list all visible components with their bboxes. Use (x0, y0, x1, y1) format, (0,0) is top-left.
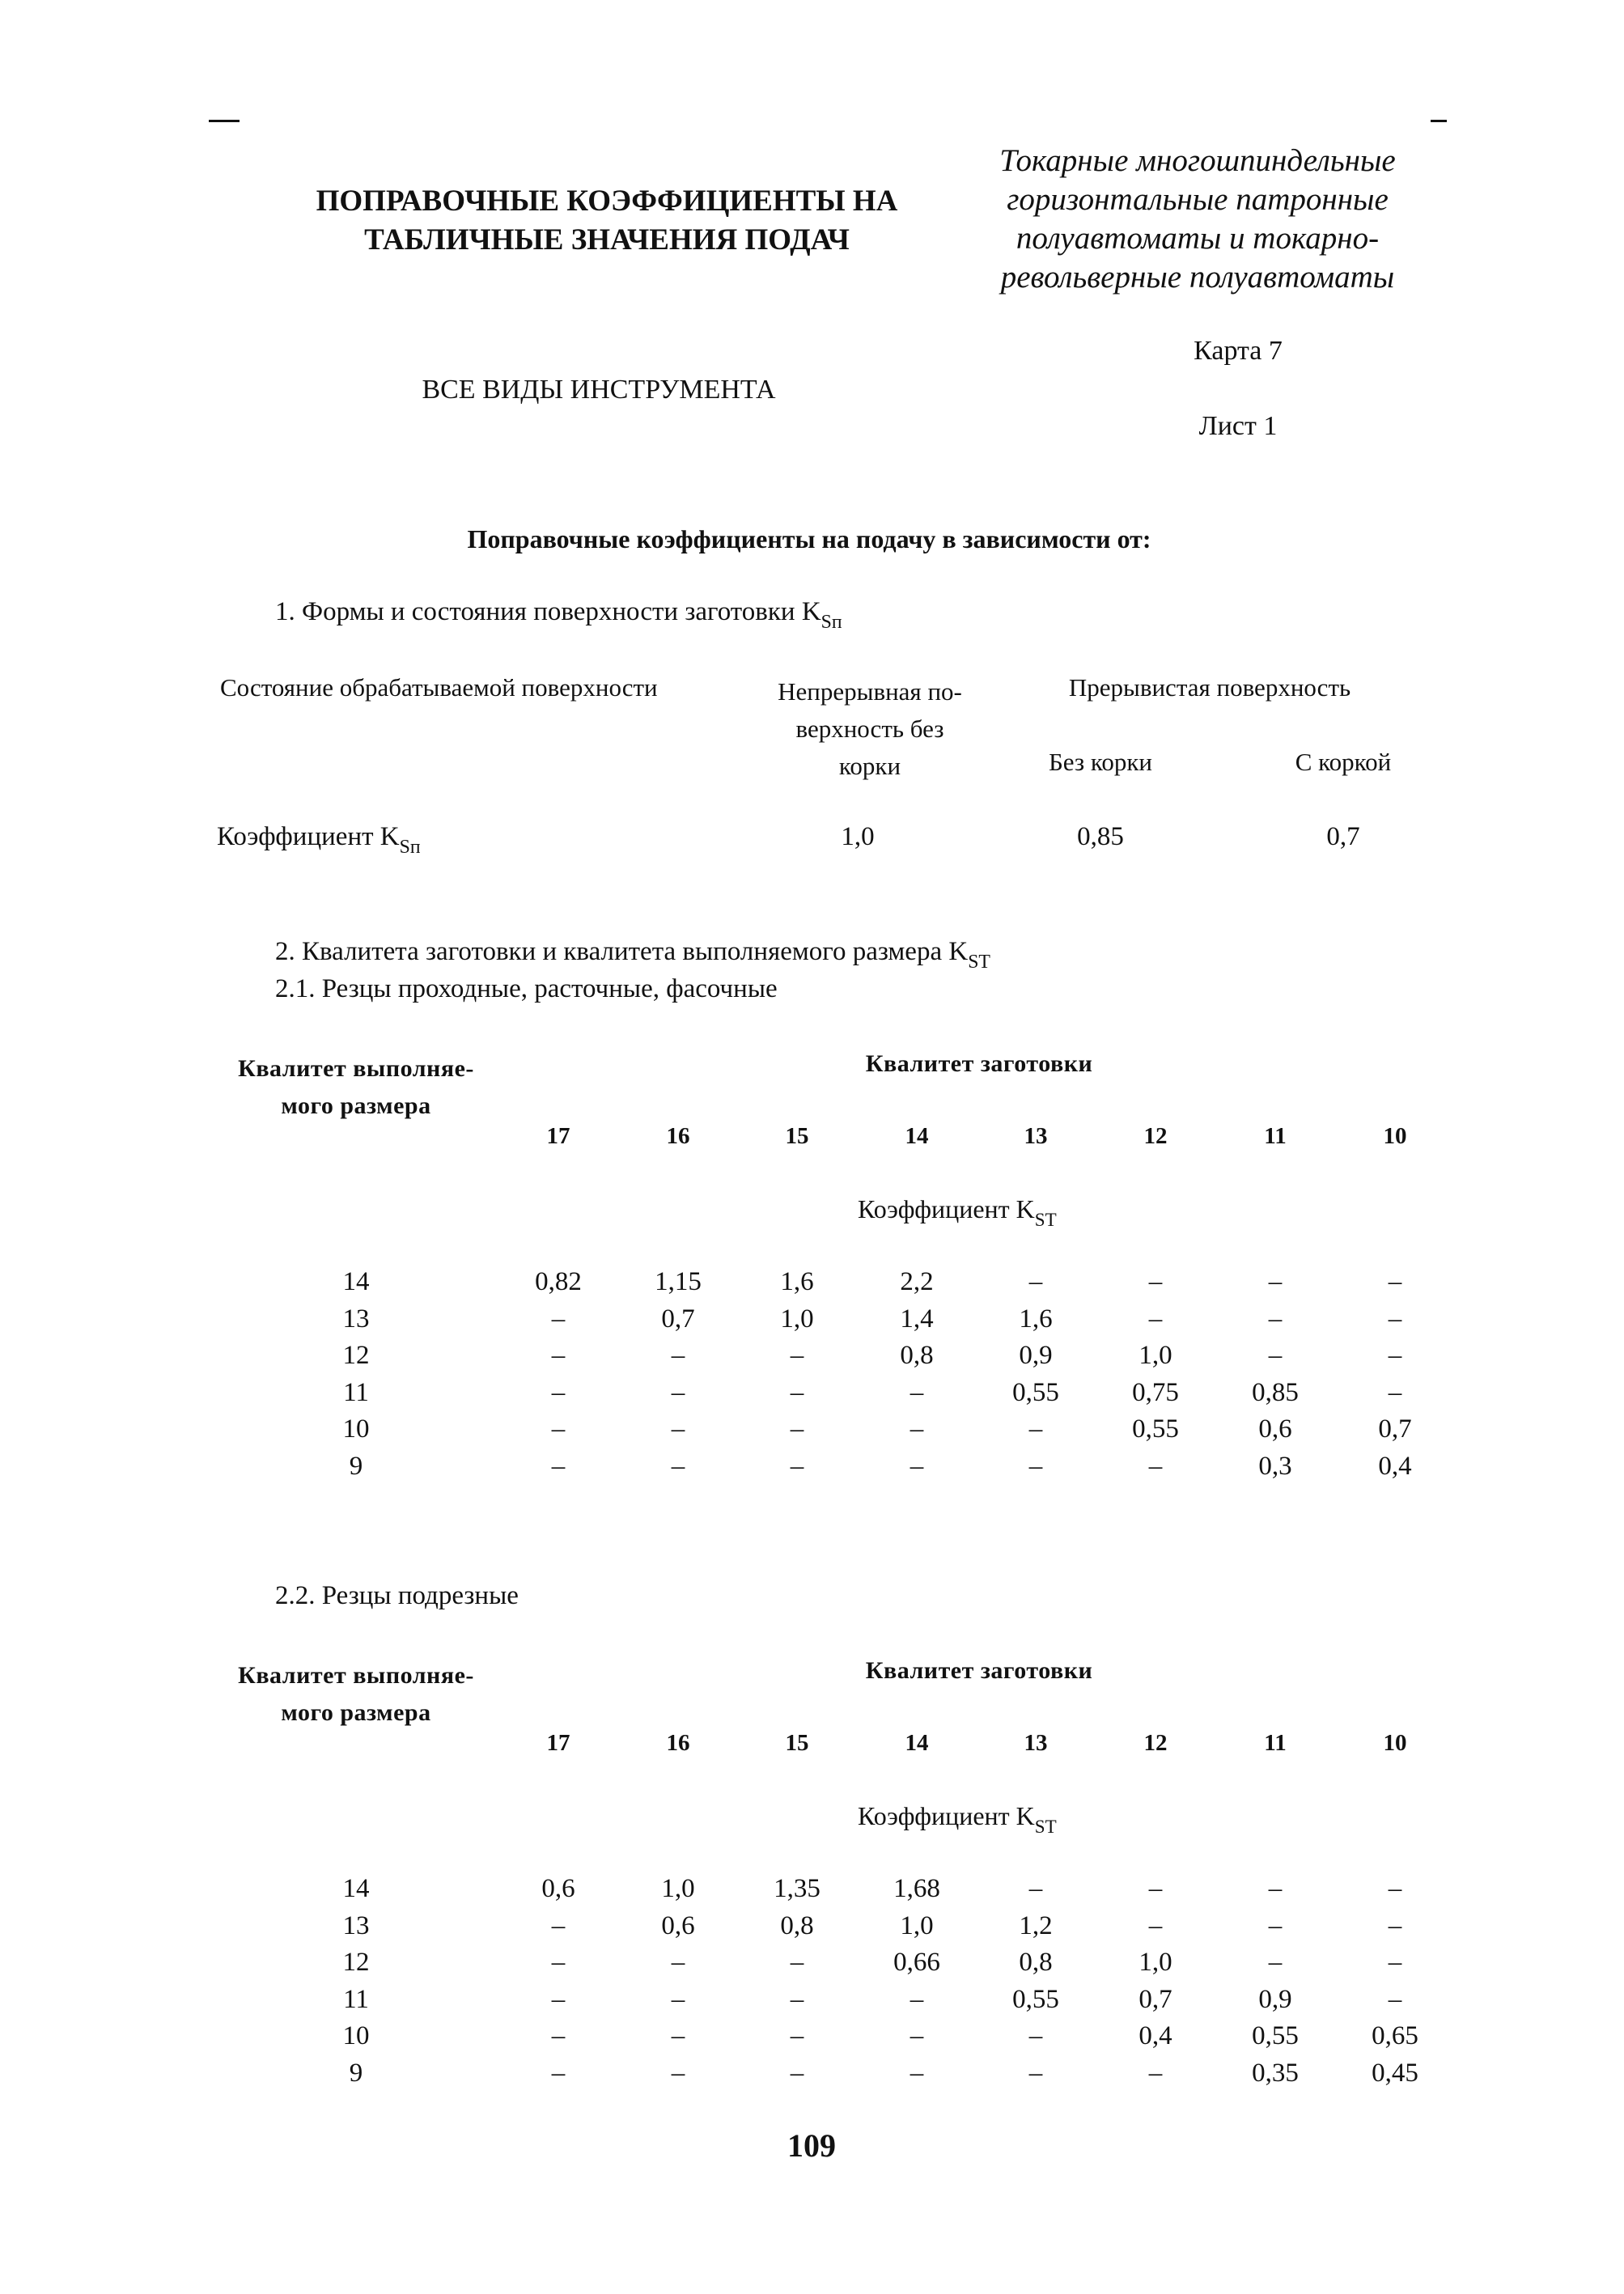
table-cell: 1,0 (780, 1304, 814, 1334)
table-cell: 0,8 (780, 1911, 814, 1940)
table-cell: 1,6 (780, 1267, 814, 1296)
table2-col: 16 (666, 1730, 690, 1756)
table1-col: 17 (546, 1123, 570, 1149)
top-right-dash (1431, 120, 1447, 122)
table-cell: – (790, 1378, 804, 1407)
table-cell: 0,65 (1372, 2021, 1418, 2050)
table-cell: 1,4 (900, 1304, 934, 1334)
table1-col: 11 (1264, 1123, 1287, 1149)
table-cell: – (1268, 1267, 1283, 1296)
section2-heading: 2. Квалитета заготовки и квалитета выполняемого размера $K_{ST}$ (275, 937, 990, 973)
table-cell: – (551, 1414, 566, 1444)
table-cell: – (671, 1948, 685, 1977)
table2-heading: 2.2. Резцы подрезные (275, 1581, 519, 1610)
table-cell: 0,7 (1378, 1414, 1412, 1444)
table-cell: 0,55 (1012, 1985, 1059, 2014)
table-row-label: 9 (349, 2059, 363, 2088)
table2-coef-label: Коэффициент $K_{ST}$ (858, 1801, 1057, 1837)
table-cell: – (1148, 1267, 1163, 1296)
table2-col: 17 (546, 1730, 570, 1756)
table-cell: 0,7 (1138, 1985, 1172, 2014)
col-with-crust: С коркой (1295, 748, 1392, 776)
table-cell: 0,7 (661, 1304, 695, 1334)
table-row-label: 13 (342, 1304, 370, 1334)
table-cell: – (1028, 1267, 1043, 1296)
table-row-label: 9 (349, 1452, 363, 1481)
table-cell: – (551, 1452, 566, 1481)
ksp-value-continuous: 1,0 (841, 822, 875, 851)
table-cell: – (551, 2021, 566, 2050)
table2-col: 10 (1383, 1730, 1407, 1756)
table-cell: 0,55 (1252, 2021, 1299, 2050)
table-cell: – (551, 1985, 566, 2014)
table1-heading: 2.1. Резцы проходные, расточные, фасочные (275, 974, 778, 1003)
table-cell: – (910, 2059, 924, 2088)
table-cell: – (1148, 1452, 1163, 1481)
table-cell: – (551, 1911, 566, 1940)
table-row-label: 13 (342, 1911, 370, 1940)
table-cell: 0,66 (893, 1948, 940, 1977)
table1-col: 15 (785, 1123, 809, 1149)
table-cell: – (910, 1452, 924, 1481)
col-no-crust: Без корки (1048, 748, 1153, 776)
table-cell: 0,55 (1012, 1378, 1059, 1407)
subtitle-line-2: горизонтальные патронные (1007, 182, 1389, 217)
table-cell: 1,0 (1138, 1341, 1172, 1370)
table-cell: – (910, 1985, 924, 2014)
section1-heading: 1. Формы и состояния поверхности заготовки $K_{Sп}$ (275, 597, 842, 633)
table-cell: – (910, 1414, 924, 1444)
table-cell: – (1388, 1304, 1402, 1334)
table-cell: 1,0 (661, 1874, 695, 1903)
sheet-label: Лист 1 (1198, 411, 1278, 441)
table-cell: – (671, 2059, 685, 2088)
table2-row-header: Квалитет выполняе- мого размера (238, 1662, 474, 1726)
top-left-dash (209, 120, 240, 122)
table-cell: – (551, 1341, 566, 1370)
table1-col: 16 (666, 1123, 690, 1149)
table-cell: 2,2 (900, 1267, 934, 1296)
table-cell: – (671, 1452, 685, 1481)
table-cell: 0,85 (1252, 1378, 1299, 1407)
table-cell: 0,45 (1372, 2059, 1418, 2088)
subtitle-line-4: револьверные полуавтоматы (1000, 260, 1395, 295)
table-cell: – (1268, 1304, 1283, 1334)
table-cell: 1,15 (655, 1267, 702, 1296)
col-interrupted-surface: Прерывистая поверхность (1068, 673, 1351, 702)
table-cell: – (790, 2059, 804, 2088)
table2-col: 14 (905, 1730, 929, 1756)
table-cell: – (1148, 1304, 1163, 1334)
table-cell: – (1028, 1414, 1043, 1444)
page-title (291, 182, 922, 260)
table-cell: 0,8 (1019, 1948, 1053, 1977)
table-row-label: 11 (343, 1378, 369, 1407)
all-tools-label: ВСЕ ВИДЫ ИНСТРУМЕНТА (422, 375, 776, 405)
table-row-label: 12 (342, 1948, 370, 1977)
table-cell: 0,6 (1258, 1414, 1292, 1444)
table-cell: – (1388, 1985, 1402, 2014)
table1-row-header: Квалитет выполняе- мого размера (238, 1055, 474, 1119)
machine-type-subtitle (955, 142, 1440, 297)
table-row-label: 14 (342, 1874, 370, 1903)
table-cell: – (551, 1378, 566, 1407)
ksp-value-crust: 0,7 (1326, 822, 1360, 851)
table-cell: – (910, 2021, 924, 2050)
table-cell: – (1388, 1267, 1402, 1296)
table-cell: 0,82 (535, 1267, 582, 1296)
table-cell: – (1388, 1911, 1402, 1940)
table-cell: – (671, 1341, 685, 1370)
table-row-label: 12 (342, 1341, 370, 1370)
title-line-1: ПОПРАВОЧНЫЕ КОЭФФИЦИЕНТЫ НА (316, 184, 898, 218)
table2-col: 11 (1264, 1730, 1287, 1756)
table-cell: – (1388, 1378, 1402, 1407)
table-cell: – (790, 1341, 804, 1370)
table2-col: 12 (1143, 1730, 1168, 1756)
table-cell: 1,2 (1019, 1911, 1053, 1940)
table2-col-group: Квалитет заготовки (865, 1657, 1093, 1684)
table-cell: – (1148, 1911, 1163, 1940)
table2-col: 15 (785, 1730, 809, 1756)
intro-heading: Поправочные коэффициенты на подачу в зависимости от: (467, 524, 1151, 553)
subtitle-line-1: Токарные многошпиндельные (999, 143, 1396, 178)
table-cell: – (551, 1948, 566, 1977)
table-cell: – (1268, 1948, 1283, 1977)
table-row-label: 11 (343, 1985, 369, 2014)
table-cell: – (671, 2021, 685, 2050)
table-cell: – (1388, 1874, 1402, 1903)
table-cell: – (1028, 2059, 1043, 2088)
table-cell: 0,4 (1138, 2021, 1172, 2050)
table-row-label: 10 (342, 1414, 370, 1444)
table-cell: – (1148, 2059, 1163, 2088)
table-cell: – (790, 1985, 804, 2014)
table-cell: – (1268, 1874, 1283, 1903)
table-cell: 0,4 (1378, 1452, 1412, 1481)
table-cell: 1,6 (1019, 1304, 1053, 1334)
table-row-label: 10 (342, 2021, 370, 2050)
col-surface-state: Состояние обрабатываемой поверхности (220, 673, 658, 702)
table-cell: – (551, 1304, 566, 1334)
table1-col-group: Квалитет заготовки (865, 1050, 1093, 1077)
table-cell: 0,35 (1252, 2059, 1299, 2088)
coef-ksp-label: Коэффициент $K_{Sп}$ (217, 822, 421, 858)
title-line-2: ТАБЛИЧНЫЕ ЗНАЧЕНИЯ ПОДАЧ (364, 223, 850, 257)
table-cell: – (1148, 1874, 1163, 1903)
card-label: Карта 7 (1194, 336, 1283, 366)
table-cell: – (790, 1452, 804, 1481)
table-cell: 0,9 (1258, 1985, 1292, 2014)
table-cell: 0,6 (661, 1911, 695, 1940)
subtitle-line-3: полуавтоматы и токарно- (1016, 221, 1380, 256)
table-cell: – (790, 1948, 804, 1977)
table-cell: 0,8 (900, 1341, 934, 1370)
table-cell: – (1028, 1452, 1043, 1481)
col-continuous-surface: Непрерывная по- верхность без корки (778, 677, 962, 780)
table1-coef-label: Коэффициент $K_{ST}$ (858, 1194, 1057, 1230)
table-cell: 0,55 (1132, 1414, 1179, 1444)
table-cell: – (671, 1985, 685, 2014)
table-cell: – (1388, 1341, 1402, 1370)
table-cell: 1,0 (900, 1911, 934, 1940)
page-number: 109 (787, 2127, 836, 2164)
table-cell: – (1268, 1911, 1283, 1940)
table-cell: – (671, 1414, 685, 1444)
table-cell: 0,75 (1132, 1378, 1179, 1407)
table2-col: 13 (1024, 1730, 1048, 1756)
table-row-label: 14 (342, 1267, 370, 1296)
table-cell: 0,9 (1019, 1341, 1053, 1370)
table-cell: 1,35 (774, 1874, 820, 1903)
table-cell: – (1028, 2021, 1043, 2050)
table-cell: – (1028, 1874, 1043, 1903)
table-cell: 0,3 (1258, 1452, 1292, 1481)
table-cell: 1,68 (893, 1874, 940, 1903)
table-cell: – (790, 2021, 804, 2050)
table1-col: 12 (1143, 1123, 1168, 1149)
table-cell: – (1388, 1948, 1402, 1977)
table1-col: 10 (1383, 1123, 1407, 1149)
table1-col: 13 (1024, 1123, 1048, 1149)
table-cell: – (910, 1378, 924, 1407)
ksp-value-no-crust: 0,85 (1077, 822, 1124, 851)
table-cell: – (790, 1414, 804, 1444)
table-cell: – (671, 1378, 685, 1407)
table-cell: 1,0 (1138, 1948, 1172, 1977)
table-cell: 0,6 (541, 1874, 575, 1903)
table1-col: 14 (905, 1123, 929, 1149)
table-cell: – (1268, 1341, 1283, 1370)
table-cell: – (551, 2059, 566, 2088)
